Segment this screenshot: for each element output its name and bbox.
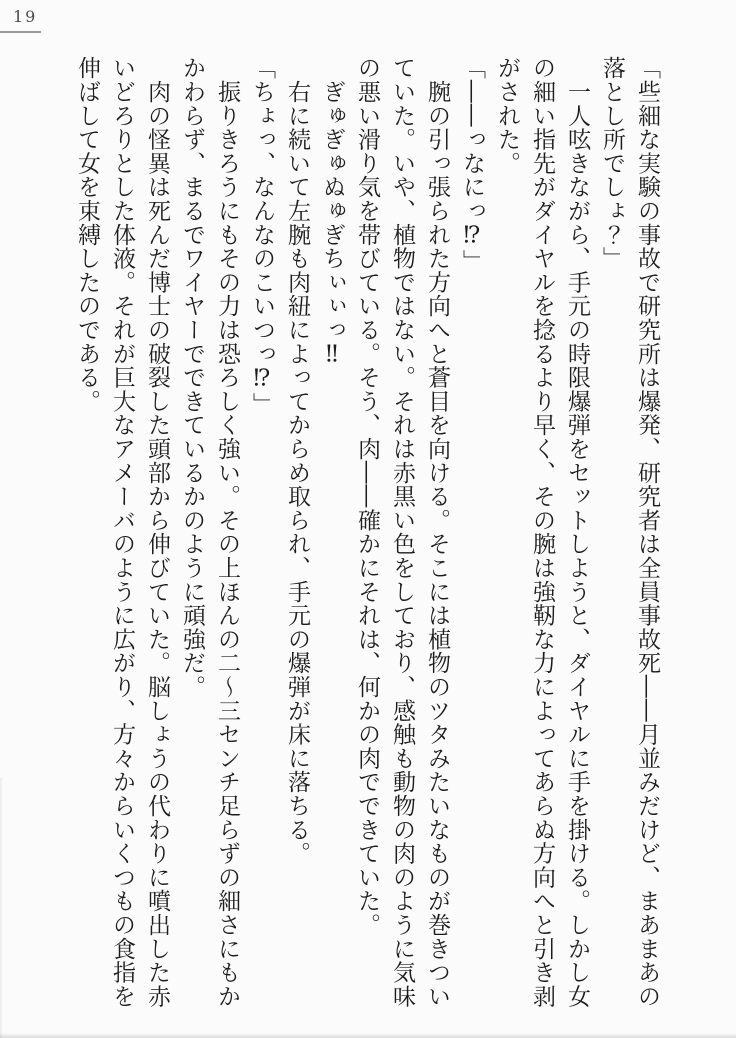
text-line: かわらず、まるでワイヤーでできているかのように頑強だ。: [179, 56, 205, 699]
text-line: がされた。: [494, 56, 520, 175]
body-text: [69, 56, 664, 1014]
text-line: いどろりとした体液。それが巨大なアメーバのように広がり、方々からいくつもの食指を: [109, 56, 135, 1008]
page-edge-left-shadow: [0, 778, 3, 1038]
text-line: の悪い滑り気を帯びている。そう、肉――確かにそれは、何かの肉でできていた。: [354, 56, 380, 937]
text-line: 一人呟きながら、手元の時限爆弾をセットしようと、ダイヤルに手を掛ける。しかし女: [564, 56, 590, 1008]
text-line: 肉の怪異は死んだ博士の破裂した頭部から伸びていた。脳しょうの代わりに噴出した赤: [144, 56, 170, 1008]
text-line: 「些細な実験の事故で研究所は爆発、研究者は全員事故死――月並みだけど、まあまあの: [634, 56, 660, 1008]
page-edge-shadow: [0, 1033, 736, 1038]
text-line: ぎゅぎゅぬゅぎちぃぃっ‼: [319, 56, 345, 369]
text-line: 振りきろうにもその力は恐ろしく強い。その上ほんの二〜三センチ足らずの細さにもか: [214, 56, 240, 1008]
page-number-rule: [0, 31, 41, 33]
text-line: 右に続いて左腕も肉紐によってからめ取られ、手元の爆弾が床に落ちる。: [284, 56, 310, 866]
text-line: 落とし所でしょ？」: [599, 56, 625, 271]
text-line: 伸ばして女を束縛したのである。: [74, 56, 100, 413]
page-number: 19: [13, 7, 38, 26]
text-line: 腕の引っ張られた方向へと蒼目を向ける。そこには植物のツタみたいなものが巻きつい: [424, 56, 450, 1008]
text-line: ていた。いや、植物ではない。それは赤黒い色をしており、感触も動物の肉のように気味: [389, 56, 415, 1008]
text-line: 「――っなにっ⁉」: [459, 56, 485, 274]
text-line: の細い指先がダイヤルを捻るより早く、その腕は強靭な力によってあらぬ方向へと引き剥: [529, 56, 555, 1008]
text-line: 「ちょっ、なんなのこいつっ⁉」: [249, 56, 275, 416]
